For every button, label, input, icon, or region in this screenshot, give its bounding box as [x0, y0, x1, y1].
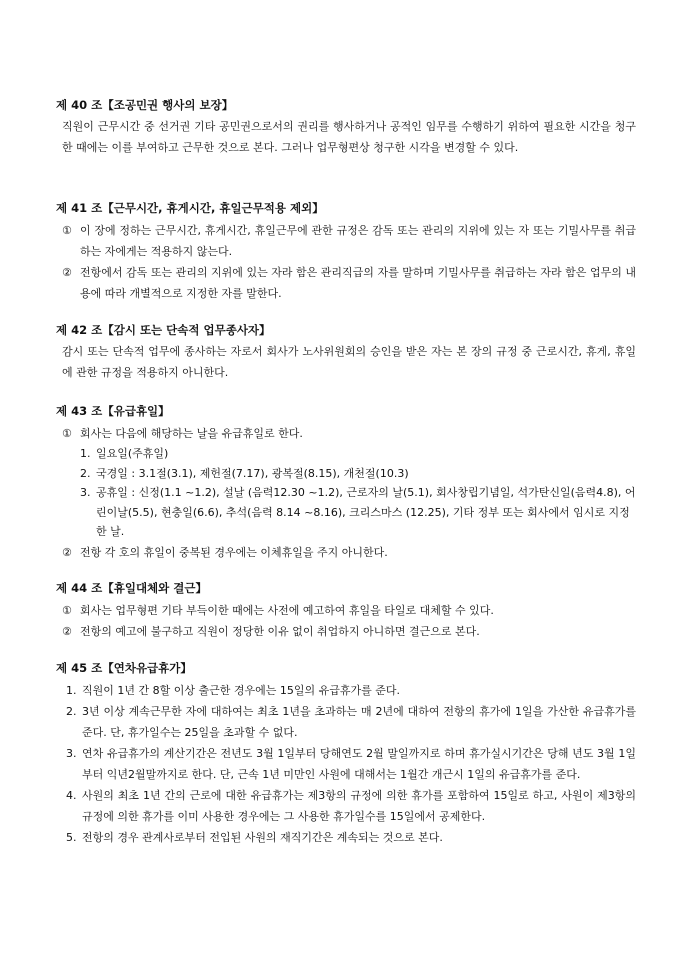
numbered-item — [56, 827, 636, 848]
subitem — [56, 464, 636, 484]
clause-marker: ① — [62, 604, 72, 617]
clause-marker: ② — [62, 545, 72, 559]
clause — [56, 600, 636, 621]
numbered-item — [56, 701, 636, 743]
item-text: 연차 유급휴가의 계산기간은 전년도 3월 1일부터 당해연도 2월 말일까지로 하며 휴가실시기간은 당해 년도 3월 1일부터 익년2월말까지로 한다. 단, 근속 1년 미만인 사원에 대해서는 1월간 개근시 1일의 유급휴가를 준다. — [82, 747, 636, 781]
article-title: 제 40 조【조공민권 행사의 보장】 — [56, 98, 234, 112]
item-text: 직원이 1년 간 8할 이상 출근한 경우에는 15일의 유급휴가를 준다. — [82, 684, 400, 697]
item-number: 2. — [66, 705, 77, 718]
clause — [56, 542, 636, 563]
item-number: 4. — [66, 789, 77, 802]
numbered-item — [56, 680, 636, 701]
article-44 — [56, 580, 636, 642]
clause-marker: ② — [62, 266, 72, 279]
clause-text: 회사는 업무형편 기타 부득이한 때에는 사전에 예고하여 휴일을 타일로 대체할 수 있다. — [80, 604, 494, 617]
article-body: 직원이 근무시간 중 선거권 기타 공민권으로서의 권리를 행사하거나 공적인 임무를 수행하기 위하여 필요한 시간을 청구한 때에는 이를 부여하고 근무한 것으로 본다. 그러나 업무형편상 청구한 시각을 변경할 수 있다. — [62, 120, 636, 154]
subitem-text: 국경일 : 3.1절(3.1), 제헌절(7.17), 광복절(8.15), 개천절(10.3) — [96, 466, 409, 480]
item-text: 3년 이상 계속근무한 자에 대하여는 최초 1년을 초과하는 매 2년에 대하여 전항의 휴가에 1일을 가산한 유급휴가를 준다. 단, 휴가일수는 25일을 초과할 수 없다. — [82, 705, 636, 739]
article-title: 제 45 조【연차유급휴가】 — [56, 661, 192, 675]
clause-marker: ① — [62, 224, 72, 237]
clause-text: 전항의 예고에 불구하고 직원이 정당한 이유 없이 취업하지 아니하면 결근으로 본다. — [80, 625, 480, 638]
article-body: 감시 또는 단속적 업무에 종사하는 자로서 회사가 노사위원회의 승인을 받은 자는 본 장의 규정 중 근로시간, 휴게, 휴일에 관한 규정을 적용하지 아니한다. — [62, 345, 636, 379]
subitem-marker: 1. — [80, 447, 91, 460]
item-number: 1. — [66, 684, 77, 697]
item-text: 전항의 경우 관계사로부터 전입된 사원의 재직기간은 계속되는 것으로 본다. — [82, 831, 443, 844]
article-45 — [56, 660, 636, 848]
article-40 — [56, 97, 636, 158]
clause — [56, 262, 636, 304]
clause-text: 회사는 다음에 해당하는 날을 유급휴일로 한다. — [80, 427, 303, 440]
item-text: 사원의 최초 1년 간의 근로에 대한 유급휴가는 제3항의 규정에 의한 휴가를 포함하여 15일로 하고, 사원이 제3항의 규정에 의한 휴가를 이미 사용한 경우에는 그 사용한 휴가일수를 15일에서 공제한다. — [82, 789, 636, 823]
subitem-marker: 3. — [80, 486, 91, 499]
subitem-text: 공휴일 : 신정(1.1 ~1.2), 설날 (음력12.30 ~1.2), 근로자의 날(5.1), 회사창립기념일, 석가탄신일(음력4.8), 어린이날(5.5), 현충일(6.6), 추석(음력 8.14 ~8.16), 크리스마스 (12.25), 기타 정부 또는 회사에서 임시로 지정한 날. — [96, 486, 636, 538]
subitem — [56, 444, 636, 464]
clause-text: 이 장에 정하는 근무시간, 휴게시간, 휴일근무에 관한 규정은 감독 또는 관리의 지위에 있는 자 또는 기밀사무를 취급하는 자에게는 적용하지 않는다. — [80, 224, 636, 258]
item-number: 3. — [66, 747, 77, 760]
article-41 — [56, 200, 636, 304]
item-number: 5. — [66, 831, 77, 844]
article-title: 제 43 조【유급휴일】 — [56, 404, 170, 418]
article-title: 제 41 조【근무시간, 휴게시간, 휴일근무적용 제외】 — [56, 201, 324, 215]
subitem — [56, 483, 636, 542]
clause-text: 전항에서 감독 또는 관리의 지위에 있는 자라 함은 관리직급의 자를 말하며 기밀사무를 취급하는 자라 함은 업무의 내용에 따라 개별적으로 지정한 자를 말한다. — [80, 266, 636, 300]
subitem-marker: 2. — [80, 466, 91, 480]
clause — [56, 220, 636, 262]
numbered-item — [56, 785, 636, 827]
article-title: 제 44 조【휴일대체와 결근】 — [56, 581, 207, 595]
article-42 — [56, 322, 636, 383]
clause-marker: ② — [62, 625, 72, 638]
clause-text: 전항 각 호의 휴일이 중복된 경우에는 이체휴일을 주지 아니한다. — [80, 545, 388, 559]
clause — [56, 423, 636, 444]
article-43 — [56, 403, 636, 563]
article-title: 제 42 조【감시 또는 단속적 업무종사자】 — [56, 323, 271, 337]
subitem-text: 일요일(주휴일) — [96, 447, 169, 460]
clause — [56, 621, 636, 642]
clause-marker: ① — [62, 427, 72, 440]
numbered-item — [56, 743, 636, 785]
